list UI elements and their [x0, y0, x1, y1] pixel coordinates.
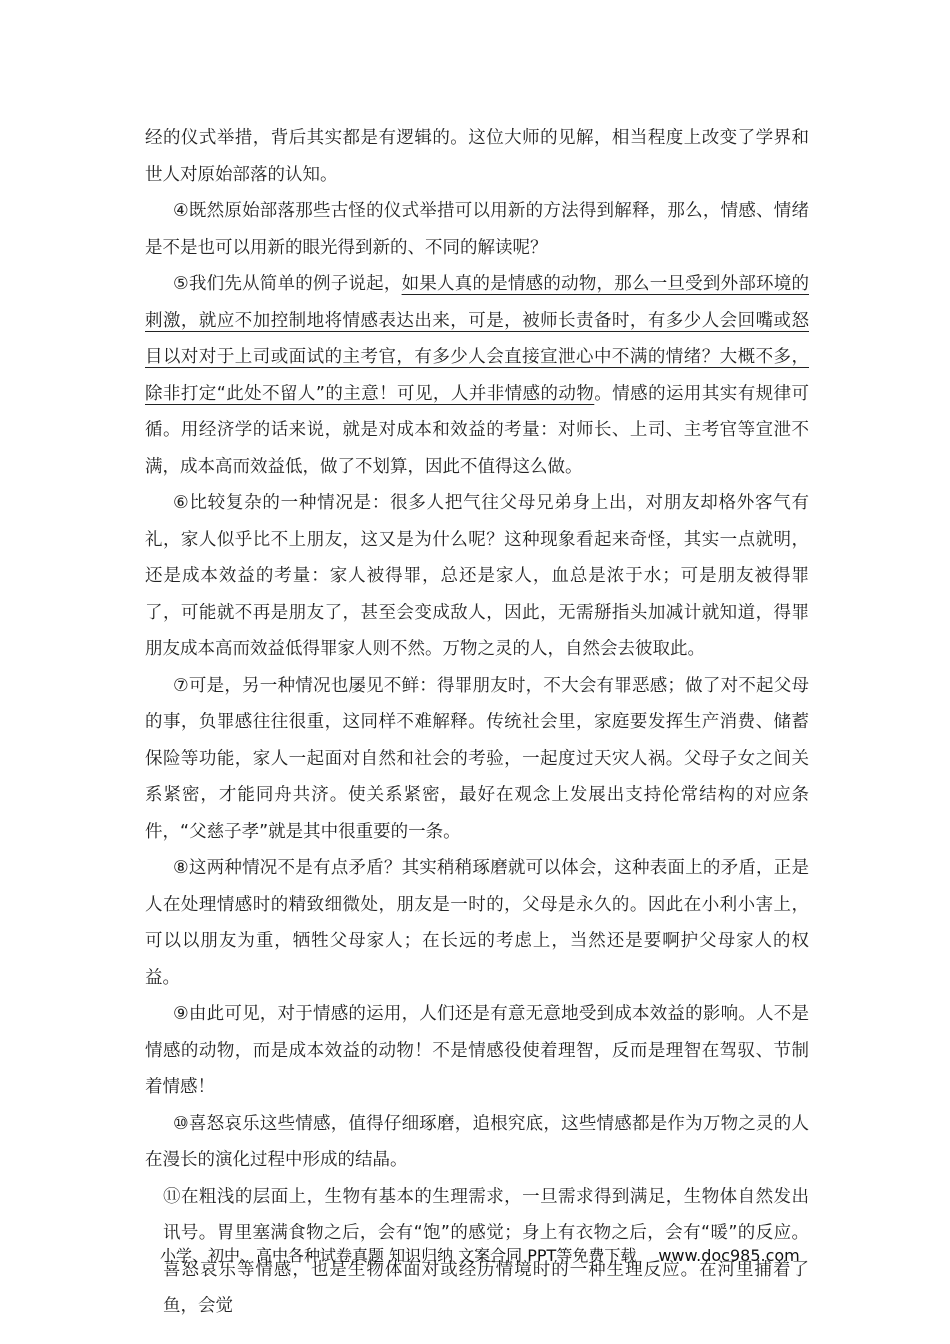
paragraph-5-lead: ⑤我们先从简单的例子说起， [173, 274, 402, 294]
footer-text: 小学、初中、高中各种试卷真题 知识归纳 文案合同 PPT等免费下载 [160, 1246, 637, 1265]
page-footer [160, 1244, 860, 1268]
paragraph-5 [145, 266, 809, 485]
paragraph-3-tail: 经的仪式举措，背后其实都是有逻辑的。这位大师的见解，相当程度上改变了学界和世人对原始部落的认知。 [145, 128, 809, 185]
paragraph-6: ⑥比较复杂的一种情况是：很多人把气往父母兄弟身上出，对朋友却格外客气有礼，家人似乎比不上朋友，这又是为什么呢？这种现象看起来奇怪，其实一点就明，还是成本效益的考量：家人被得罪，总还是家人，血总是浓于水；可是朋友被得罪了，可能就不再是朋友了，甚至会变成敌人，因此，无需掰指头加减计就知道，得罪朋友成本高而效益低得罪家人则不然。万物之灵的人，自然会去彼取此。 [145, 493, 809, 659]
paragraph-10: ⑩喜怒哀乐这些情感，值得仔细琢磨，追根究底，这些情感都是作为万物之灵的人在漫长的演化过程中形成的结晶。 [145, 1113, 809, 1170]
paragraph-5-rest: 。情感的运用其实有规律可循。用经济学的话来说，就是对成本和效益的考量：对师长、上司、主考官等宣泄不满，成本高而效益低，做了不划算，因此不值得这么做。 [145, 383, 809, 477]
paragraph-5-underlined: 如果人真的是情感的动物，那么一旦受到外部环境的刺激，就应不加控制地将情感表达出来，可是，被师长责备时，有多少人会回嘴或怒目以对对于上司或面试的主考官，有多少人会直接宣泄心中不满的情绪？大概不多，除非打定“此处不留人”的主意！可见，人并非情感的动物 [145, 274, 809, 404]
paragraph-7: ⑦可是，另一种情况也屡见不鲜：得罪朋友时，不大会有罪恶感；做了对不起父母的事，负罪感往往很重，这同样不难解释。传统社会里，家庭要发挥生产消费、储蓄保险等功能，家人一起面对自然和社会的考验，一起度过天灾人祸。父母子女之间关系紧密，才能同舟共济。使关系紧密，最好在观念上发展出支持伦常结构的对应条件，“父慈子孝”就是其中很重要的一条。 [145, 675, 809, 842]
article-body [145, 120, 809, 1325]
footer-site-link[interactable]: www.doc985.com [658, 1246, 800, 1265]
paragraph-4: ④既然原始部落那些古怪的仪式举措可以用新的方法得到解释，那么，情感、情绪是不是也可以用新的眼光得到新的、不同的解读呢？ [145, 201, 809, 258]
paragraph-8: ⑧这两种情况不是有点矛盾？其实稍稍琢磨就可以体会，这种表面上的矛盾，正是人在处理情感时的精致细微处，朋友是一时的，父母是永久的。因此在小利小害上，可以以朋友为重，牺牲父母家人；在长远的考虑上，当然还是要啊护父母家人的权益。 [145, 858, 809, 988]
paragraph-9: ⑨由此可见，对于情感的运用，人们还是有意无意地受到成本效益的影响。人不是情感的动物，而是成本效益的动物！不是情感役使着理智，反而是理智在驾驭、节制着情感！ [145, 1004, 809, 1097]
paragraph-11: ⑪在粗浅的层面上，生物有基本的生理需求，一旦需求得到满足，生物体自然发出讯号。胃里塞满食物之后，会有“饱”的感觉；身上有衣物之后，会有“暖”的反应。喜怒哀乐等情感，也是生物体面对或经历情境时的一种生理反应。在河里捕着了鱼，会觉 [163, 1186, 809, 1316]
